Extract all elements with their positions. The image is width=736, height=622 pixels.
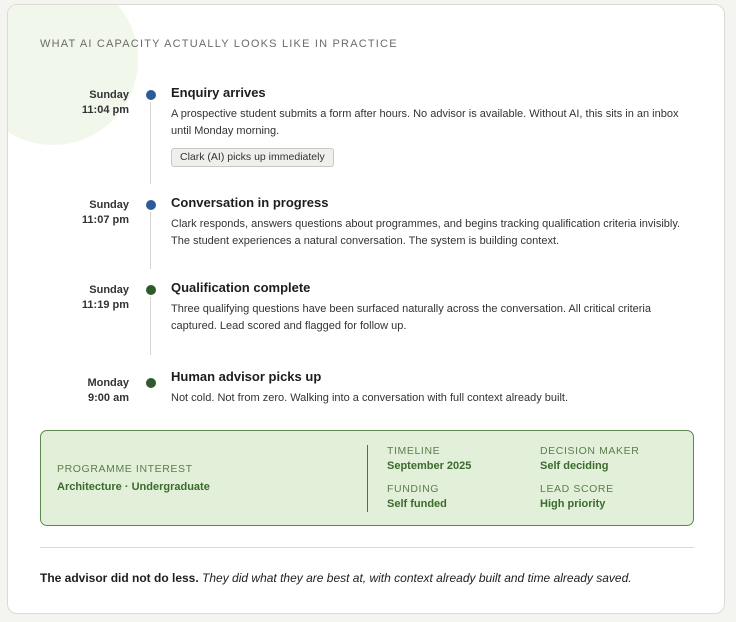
decision-maker-value: Self deciding: [540, 460, 609, 472]
step-2-day: Sunday: [89, 199, 129, 211]
step-1-when: [29, 88, 129, 118]
step-2-description: Clark responds, answers questions about programmes, and begins tracking qualification criteria invisibly. The student experiences a natural conversation. The system is building context.: [171, 218, 681, 247]
footer-italic: They did what they are best at, with context already built and time already saved.: [202, 571, 632, 585]
step-4-day: Monday: [87, 377, 129, 389]
footer-note: [40, 571, 632, 585]
step-4-title: Human advisor picks up: [171, 369, 322, 384]
lead-score-label: LEAD SCORE: [540, 483, 614, 495]
lead-score-value: High priority: [540, 498, 606, 510]
step-1-day: Sunday: [89, 89, 129, 101]
step-4-dot: [146, 378, 156, 388]
programme-interest-value: Architecture · Undergraduate: [57, 481, 210, 493]
step-2-when: [29, 198, 129, 228]
divider: [40, 547, 694, 548]
step-1-time: 11:04 pm: [81, 104, 129, 116]
timeline-connector: [150, 297, 151, 355]
step-4-description: Not cold. Not from zero. Walking into a conversation with full context already built.: [171, 392, 568, 404]
step-1-title: Enquiry arrives: [171, 85, 266, 100]
step-3-time: 11:19 pm: [81, 299, 129, 311]
summary-divider: [367, 445, 368, 512]
capacity-card: [7, 4, 725, 614]
programme-interest-label: PROGRAMME INTEREST: [57, 463, 193, 475]
funding-label: FUNDING: [387, 483, 440, 495]
step-1-badge: Clark (AI) picks up immediately: [171, 148, 334, 167]
step-2-dot: [146, 200, 156, 210]
step-4-time: 9:00 am: [88, 392, 129, 404]
step-1-dot: [146, 90, 156, 100]
decision-maker-label: DECISION MAKER: [540, 445, 640, 457]
lead-summary-panel: [40, 430, 694, 526]
step-3-description: Three qualifying questions have been surfaced naturally across the conversation. All critical criteria captured. Lead scored and flagged for follow up.: [171, 303, 651, 332]
step-4-when: [29, 376, 129, 406]
background-glow: [7, 4, 138, 145]
timeline-value: September 2025: [387, 460, 472, 472]
footer-bold: The advisor did not do less.: [40, 571, 199, 585]
timeline-label: TIMELINE: [387, 445, 441, 457]
step-3-dot: [146, 285, 156, 295]
step-3-when: [29, 283, 129, 313]
timeline-connector: [150, 102, 151, 184]
step-3-title: Qualification complete: [171, 280, 311, 295]
timeline-connector: [150, 212, 151, 269]
step-2-time: 11:07 pm: [81, 214, 129, 226]
step-1-description: A prospective student submits a form after hours. No advisor is available. Without AI, this sits in an inbox until Monday morning.: [171, 108, 679, 137]
step-2-title: Conversation in progress: [171, 195, 329, 210]
section-heading: WHAT AI CAPACITY ACTUALLY LOOKS LIKE IN PRACTICE: [40, 38, 398, 50]
step-3-day: Sunday: [89, 284, 129, 296]
funding-value: Self funded: [387, 498, 447, 510]
